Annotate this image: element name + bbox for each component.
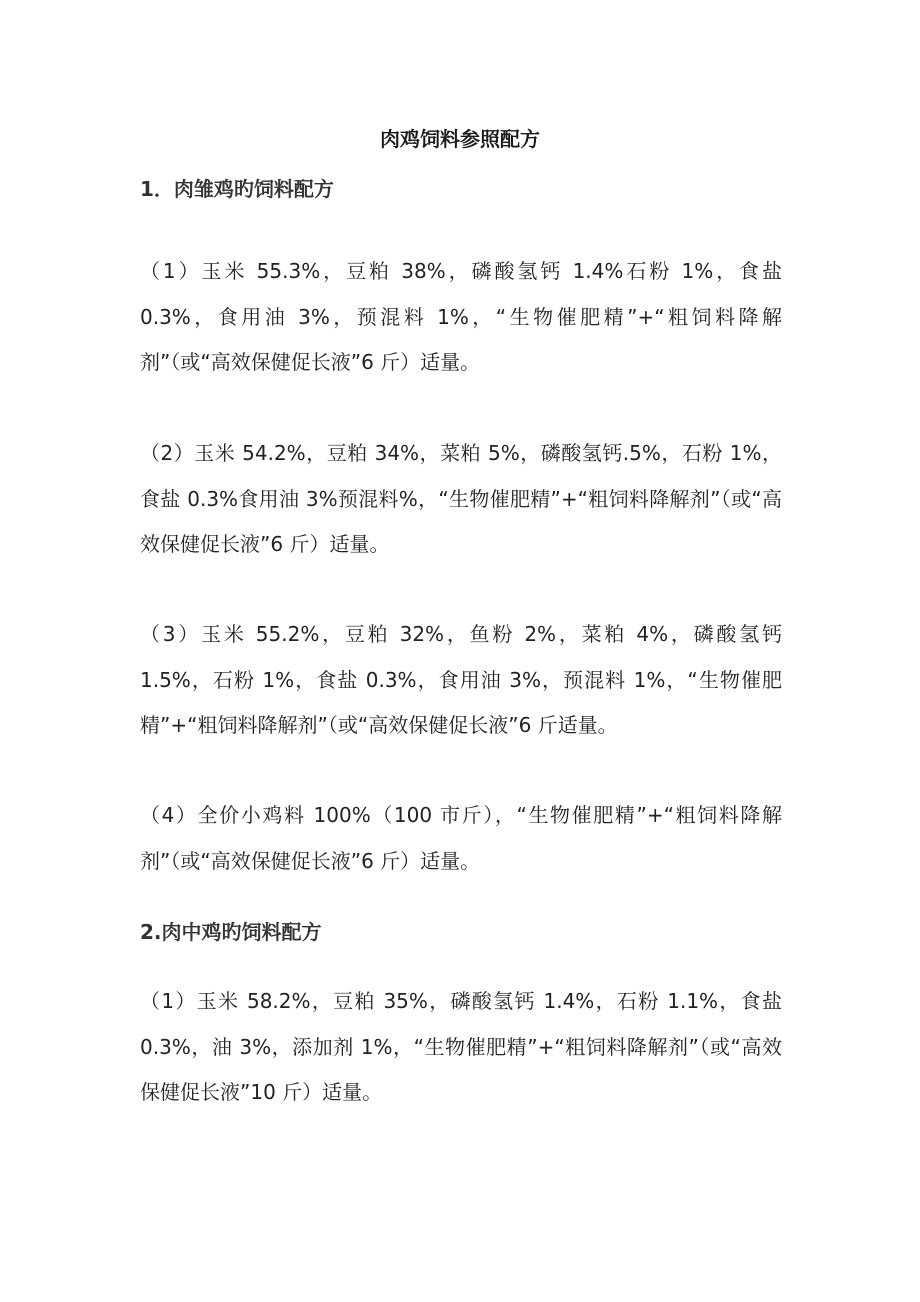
document-title: 肉鸡饲料参照配方 <box>380 127 540 151</box>
formula-paragraph: （1）玉米 58.2%，豆粕 35%，磷酸氢钙 1.4%，石粉 1.1%，食盐 0.3%，油 3%，添加剂 1%，“生物催肥精”+“粗饲料降解剂”（或“高效保健促长液”10 斤）适量。 <box>140 989 782 1104</box>
formula-paragraph: （2）玉米 54.2%，豆粕 34%，菜粕 5%，磷酸氢钙.5%，石粉 1%，食盐 0.3%食用油 3%预混料%，“生物催肥精”+“粗饲料降解剂”（或“高效保健促长液”6 斤）适量。 <box>140 441 782 556</box>
section-heading-chick: 1．肉雏鸡旳饲料配方 <box>140 177 334 201</box>
section-heading-grower: 2.肉中鸡旳饲料配方 <box>140 920 322 944</box>
formula-paragraph: （1）玉米 55.3%，豆粕 38%，磷酸氢钙 1.4%石粉 1%，食盐 0.3%，食用油 3%，预混料 1%，“生物催肥精”+“粗饲料降解剂”（或“高效保健促长液”6 斤）适量。 <box>140 259 782 374</box>
formula-paragraph: （3）玉米 55.2%，豆粕 32%，鱼粉 2%，菜粕 4%，磷酸氢钙 1.5%，石粉 1%，食盐 0.3%，食用油 3%，预混料 1%，“生物催肥精”+“粗饲料降解剂”（或“高效保健促长液”6 斤适量。 <box>140 622 782 737</box>
formula-paragraph: （4）全价小鸡料 100%（100 市斤），“生物催肥精”+“粗饲料降解剂”（或“高效保健促长液”6 斤）适量。 <box>140 803 782 873</box>
